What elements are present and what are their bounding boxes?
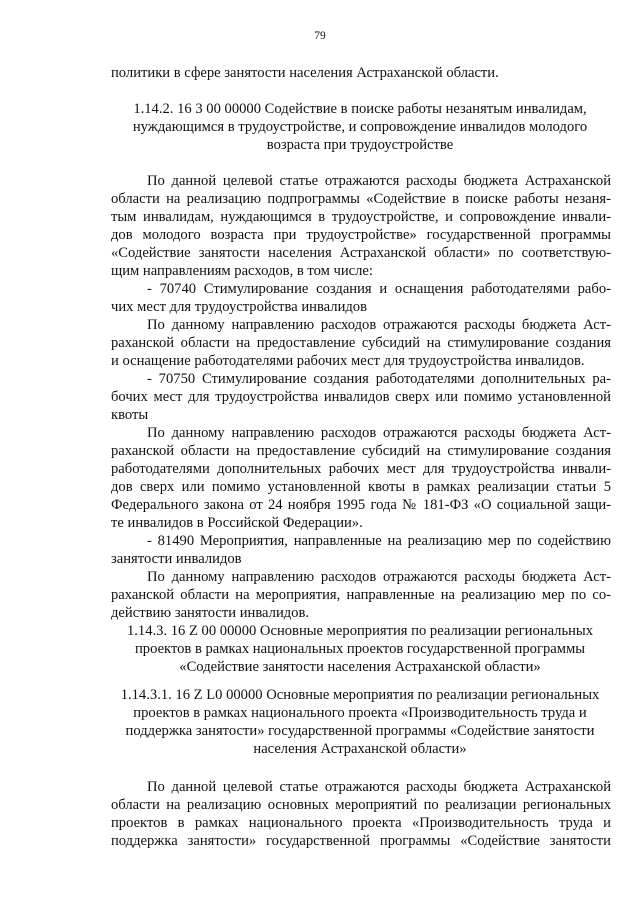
body-line: чих мест для трудоустройства инвалидов [111, 299, 367, 315]
section-heading-line: 1.14.3. 16 Z 00 00000 Основные мероприятия по реализации региональных [126, 623, 594, 639]
body-line: По данному направлению расходов отражаются расходы бюджета Аст- [147, 569, 611, 585]
intro-line: политики в сфере занятости населения Астраханской области. [111, 65, 499, 81]
body-line: щим направлениям расходов, в том числе: [111, 263, 373, 279]
body-line: По данному направлению расходов отражаются расходы бюджета Аст- [147, 317, 611, 333]
body-line: «Содействие занятости населения Астраханской области» по соответствую- [111, 245, 611, 261]
section-heading-line: населения Астраханской области» [253, 741, 467, 757]
body-line: квоты [111, 407, 149, 423]
body-line: дов сверх или помимо установленной квоты в рамках реализации статьи 5 [111, 479, 611, 495]
body-line: раханской области на предоставление субсидий на стимулирование создания [111, 335, 611, 351]
body-line: области на реализацию подпрограммы «Содействие в поиске работы незаня- [111, 191, 611, 207]
body-line: - 81490 Мероприятия, направленные на реализацию мер по содействию [147, 533, 611, 549]
body-line: проектов в рамках национального проекта «Производительность труда и [111, 815, 611, 831]
body-line: области на реализацию основных мероприятий по реализации региональных [111, 797, 611, 813]
page-number: 79 [314, 30, 326, 42]
section-heading-line: проектов в рамках национального проекта «Производительность труда и [133, 705, 587, 721]
body-line: - 70740 Стимулирование создания и оснащения работодателями рабо- [147, 281, 611, 297]
section-heading-line: 1.14.3.1. 16 Z L0 00000 Основные мероприятия по реализации региональных [120, 687, 600, 703]
body-line: работодателями дополнительных рабочих мест для трудоустройства инвали- [111, 461, 611, 477]
body-line: По данной целевой статье отражаются расходы бюджета Астраханской [147, 173, 611, 189]
body-line: По данной целевой статье отражаются расходы бюджета Астраханской [147, 779, 611, 795]
body-line: раханской области на предоставление субсидий на стимулирование создания [111, 443, 611, 459]
body-line: поддержка занятости» государственной программы «Содействие занятости [111, 833, 611, 849]
section-heading-line: возраста при трудоустройстве [266, 137, 454, 153]
body-line: и оснащение работодателями рабочих мест для трудоустройства инвалидов. [111, 353, 585, 369]
section-heading-line: 1.14.2. 16 3 00 00000 Содействие в поиске работы незанятым инвалидам, [133, 101, 587, 117]
body-line: те инвалидов в Российской Федерации». [111, 515, 363, 531]
section-heading-line: проектов в рамках национальных проектов государственной программы [134, 641, 585, 657]
section-heading-line: «Содействие занятости населения Астраханской области» [179, 659, 541, 675]
body-line: раханской области на мероприятия, направленные на реализацию мер по со- [111, 587, 611, 603]
section-heading-line: нуждающимся в трудоустройстве, и сопровождение инвалидов молодого [132, 119, 588, 135]
section-heading-line: поддержка занятости» государственной программы «Содействие занятости [125, 723, 595, 739]
body-line: бочих мест для трудоустройства инвалидов сверх или помимо установленной [111, 389, 611, 405]
body-line: дов молодого возраста при трудоустройстве» государственной программы [111, 227, 611, 243]
body-line: занятости инвалидов [111, 551, 242, 567]
body-line: действию занятости инвалидов. [111, 605, 310, 621]
body-line: тым инвалидам, нуждающимся в трудоустройстве, и сопровождение инвали- [111, 209, 611, 225]
body-line: По данному направлению расходов отражаются расходы бюджета Аст- [147, 425, 611, 441]
body-line: Федерального закона от 24 ноября 1995 года № 181-ФЗ «О социальной защи- [111, 497, 611, 513]
body-line: - 70750 Стимулирование создания работодателями дополнительных ра- [147, 371, 611, 387]
